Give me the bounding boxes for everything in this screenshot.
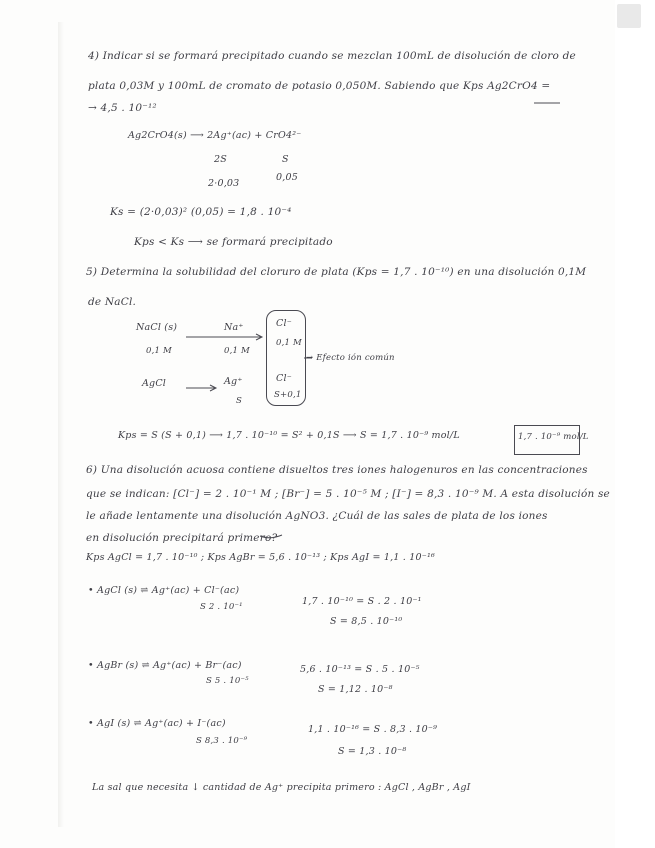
agi-equilibrium: • AgI (s) ⇌ Ag⁺(ac) + I⁻(ac): [88, 718, 226, 729]
agbr-equilibrium: • AgBr (s) ⇌ Ag⁺(ac) + Br⁻(ac): [88, 660, 242, 671]
problem5-result: 1,7 . 10⁻⁹ mol/L: [518, 432, 589, 442]
problem4-statement-line2: plata 0,03M y 100mL de cromato de potasio 0,050M. Sabiendo que Kps Ag2CrO4 =: [88, 80, 551, 92]
agcl-sub: S 2 . 10⁻¹: [200, 602, 243, 612]
problem4-s-row2b: 0,05: [276, 172, 298, 183]
problem5-na-ion: Na⁺: [224, 322, 244, 333]
agbr-result: S = 1,12 . 10⁻⁸: [318, 684, 393, 695]
problem5-conc-cl: 0,1 M: [276, 338, 302, 348]
problem5-nacl: NaCl (s): [136, 322, 178, 333]
problem5-conc-nacl: 0,1 M: [146, 346, 172, 356]
problem4-ks-calc: Ks = (2·0,03)² (0,05) = 1,8 . 10⁻⁴: [110, 206, 292, 218]
problem4-s-row1: 2S: [214, 154, 227, 165]
agcl-calc: 1,7 . 10⁻¹⁰ = S . 2 . 10⁻¹: [302, 596, 422, 607]
problem5-statement-line2: de NaCl.: [88, 296, 137, 308]
problem5-cl-ion-2: Cl⁻: [276, 373, 292, 384]
problem6-statement-line4: en disolución precipitará primero?: [86, 532, 278, 544]
problem4-statement-line3: → 4,5 . 10⁻¹²: [88, 102, 157, 114]
agi-sub: S 8,3 . 10⁻⁹: [196, 736, 248, 746]
problem6-statement-line2: que se indican: [Cl⁻] = 2 . 10⁻¹ M ; [Br⁻] = 5 . 10⁻⁵ M ; [I⁻] = 8,3 . 10⁻⁹ M. A esta disolución se: [86, 488, 610, 500]
agbr-calc: 5,6 . 10⁻¹³ = S . 5 . 10⁻⁵: [300, 664, 420, 675]
problem4-dissociation: Ag2CrO4(s) ⟶ 2Ag⁺(ac) + CrO4²⁻: [128, 130, 302, 141]
agbr-sub: S 5 . 10⁻⁵: [206, 676, 249, 686]
problem6-conclusion: La sal que necesita ↓ cantidad de Ag⁺ precipita primero : AgCl , AgBr , AgI: [92, 782, 471, 793]
problem5-solution-calc: Kps = S (S + 0,1) ⟶ 1,7 . 10⁻¹⁰ = S² + 0,1S ⟶ S = 1,7 . 10⁻⁹ mol/L: [118, 430, 460, 441]
problem5-cl-ion-1: Cl⁻: [276, 318, 292, 329]
problem5-common-ion-note: → Efecto ión común: [306, 353, 395, 363]
agi-result: S = 1,3 . 10⁻⁸: [338, 746, 407, 757]
problem4-statement-line1: 4) Indicar si se formará precipitado cuando se mezclan 100mL de disolución de cloro de: [88, 50, 576, 62]
problem4-s-row1b: S: [282, 154, 289, 165]
problem6-kps-values: Kps AgCl = 1,7 . 10⁻¹⁰ ; Kps AgBr = 5,6 . 10⁻¹³ ; Kps AgI = 1,1 . 10⁻¹⁶: [86, 552, 435, 563]
agcl-equilibrium: • AgCl (s) ⇌ Ag⁺(ac) + Cl⁻(ac): [88, 585, 240, 596]
problem4-s-row2: 2·0,03: [208, 178, 240, 189]
problem6-statement-line3: le añade lentamente una disolución AgNO3. ¿Cuál de las sales de plata de los iones: [86, 510, 548, 522]
problem5-conc-na: 0,1 M: [224, 346, 250, 356]
problem5-agcl: AgCl: [142, 378, 167, 389]
problem5-s: S: [236, 396, 243, 406]
problem6-statement-line1: 6) Una disolución acuosa contiene disueltos tres iones halogenuros en las concentraciones: [86, 464, 588, 476]
problem4-conclusion: Kps < Ks ⟶ se formará precipitado: [134, 236, 333, 248]
problem5-s-plus: S+0,1: [274, 390, 302, 400]
agi-calc: 1,1 . 10⁻¹⁶ = S . 8,3 . 10⁻⁹: [308, 724, 438, 735]
problem5-ag-ion: Ag⁺: [224, 376, 243, 387]
agcl-result: S = 8,5 . 10⁻¹⁰: [330, 616, 403, 627]
problem5-statement-line1: 5) Determina la solubilidad del cloruro de plata (Kps = 1,7 . 10⁻¹⁰) en una disolución 0,1M: [86, 266, 587, 278]
underline-precipitara: [260, 535, 282, 538]
